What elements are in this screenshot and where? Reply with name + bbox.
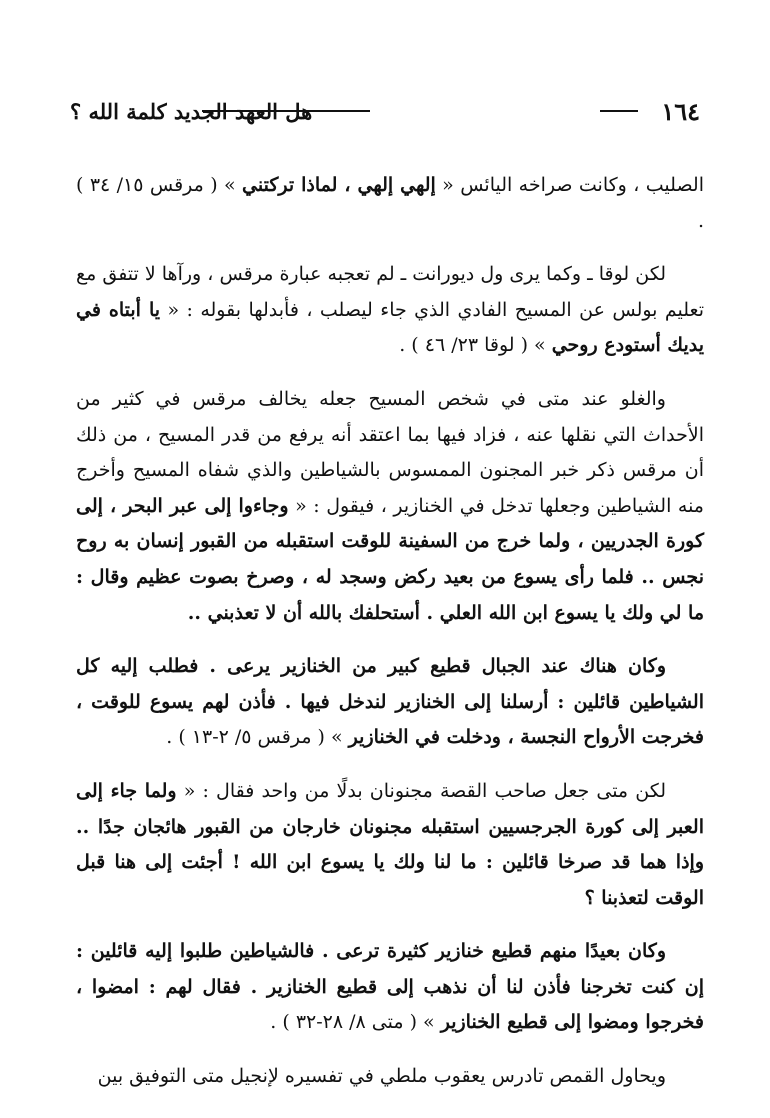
paragraph-text: الصليب ، وكانت صراخه اليائس « [435, 174, 704, 196]
citation: » ( مرقس ٥/ ٢-١٣ ) . [166, 726, 349, 749]
paragraph [76, 257, 704, 364]
running-title: هل العهد الجديد كلمة الله ؟ [70, 99, 313, 124]
quotation: إلهي إلهي ، لماذا تركتني [242, 174, 436, 196]
paragraph [76, 649, 704, 756]
paragraph [76, 168, 704, 239]
quotation: وكان هناك عند الجبال قطيع كبير من الخنازير يرعى . فطلب إليه كل الشياطين قائلين : أرسلنا إلى الخنازير لندخل فيها . فأذن لهم يسوع للوقت ، فخرجت الأرواح النجسة ، ودخلت في الخنازير [76, 655, 704, 749]
paragraph [76, 1059, 704, 1095]
quotation: ولما جاء إلى العبر إلى كورة الجرجسيين استقبله مجنونان خارجان من القبور هائجان جدًا .. وإذا هما قد صرخا قائلين : ما لنا ولك يا يسوع ابن الله ! أجئت إلى هنا قبل الوقت لتعذبنا ؟ [76, 779, 704, 909]
quotation: وجاءوا إلى عبر البحر ، إلى كورة الجدريين ، ولما خرج من السفينة للوقت استقبله من القبور إنسان به روح نجس .. فلما رأى يسوع من بعيد ركض وسجد له ، وصرخ بصوت عظيم وقال : ما لي ولك يا يسوع ابن الله العلي . أستحلفك بالله أن لا تعذبني .. [76, 494, 704, 624]
page-number: ١٦٤ [661, 97, 700, 126]
paragraph [76, 382, 704, 631]
citation: » ( مرقس ١٥/ ٣٤ ) . [76, 174, 704, 232]
header-rule [600, 110, 638, 112]
paragraph [76, 934, 704, 1041]
paragraph-text: لكن لوقا ـ وكما يرى ول ديورانت ـ لم تعجبه عبارة مرقس ، ورآها لا تتفق مع تعليم بولس عن المسيح الفادي الذي جاء ليصلب ، فأبدلها بقوله : « [76, 263, 705, 321]
quotation: يا أبتاه في يديك أستودع روحي [76, 298, 704, 357]
citation: » ( لوقا ٢٣/ ٤٦ ) . [399, 334, 552, 357]
paragraph-text: ويحاول القمص تادرس يعقوب ملطي في تفسيره لإنجيل متى التوفيق بين [97, 1065, 666, 1088]
citation: » ( متى ٨/ ٢٨-٣٢ ) . [270, 1011, 441, 1034]
body-text [76, 168, 704, 1113]
page-header [70, 96, 700, 136]
paragraph-text: لكن متى جعل صاحب القصة مجنونان بدلًا من واحد فقال : « [176, 779, 666, 802]
paragraph [76, 774, 704, 916]
quotation: وكان بعيدًا منهم قطيع خنازير كثيرة ترعى . فالشياطين طلبوا إليه قائلين : إن كنت تخرجنا فأذن لنا أن نذهب إلى قطيع الخنازير . فقال لهم : امضوا ، فخرجوا ومضوا إلى قطيع الخنازير [76, 940, 704, 1034]
paragraph-text: والغلو عند متى في شخص المسيح جعله يخالف مرقس في كثير من الأحداث التي نقلها عنه ، فزاد فيها بما اعتقد أنه يرفع من قدر المسيح ، من ذلك أن مرقس ذكر خبر المجنون الممسوس بالشياطين والذي شفاه المسيح وأخرج منه الشياطين وجعلها تدخل في الخنازير ، فيقول : « [76, 387, 704, 517]
